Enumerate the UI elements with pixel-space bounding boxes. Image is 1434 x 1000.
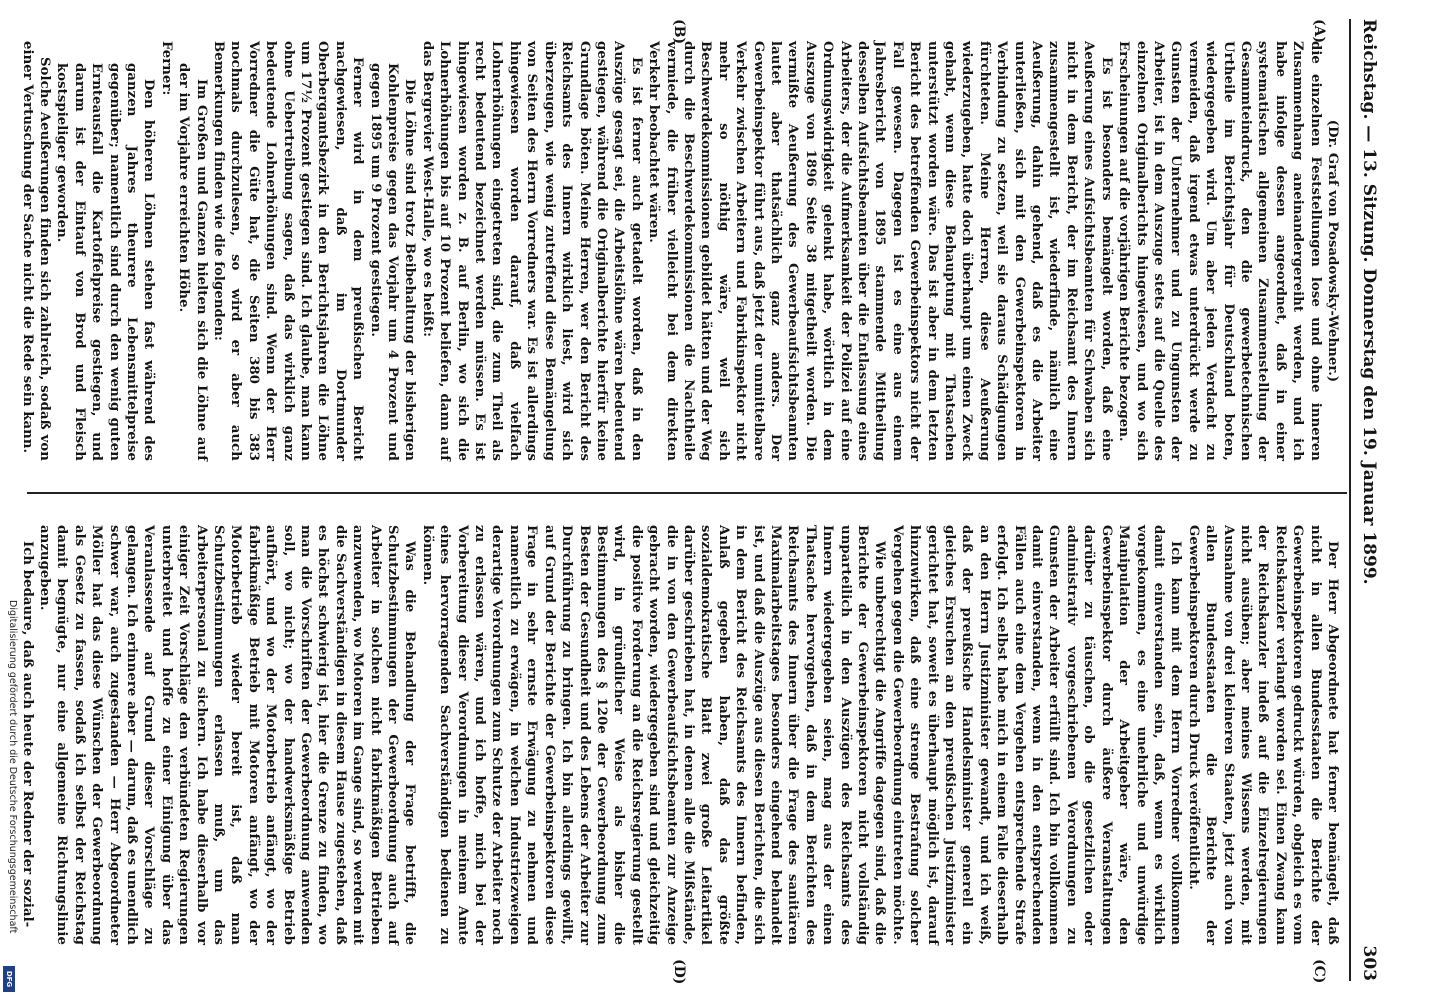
margin-marker-c: (C) [1311, 959, 1327, 984]
page-number: 303 [1359, 945, 1379, 981]
margin-marker-b: (B) [671, 19, 687, 45]
paragraph: Solche Aeußerungen finden sich zahlreich, sodaß von einer Vertuschung der Sache nicht die Rede sein kann. [19, 41, 52, 461]
paragraph: Wie unberechtigt die Angriffe dagegen sind, daß die Berichte der Gewerbeinspektoren nicht vollständig unparteilich in den Auszügen des Reichsamts des Innern wiedergegeben seien, mag aus der einen Thatsache hervorgehen, daß in dem Berichten des Reichsamts des Innern über die Frage des sanitären Maximalarbeitstages besonders eingehend behandelt ist, und daß die Auszüge aus diesen Berichten, die sich in dem Bericht des Reichsamts des Innern befinden, Anlaß gegeben haben, daß das größte sozialdemokratische Blatt zwei große Leitartikel darüber geschrieben hat, in denen alle die Mißstände, die in von den Gewerbeaufsichtsbeamten zur Anzeige gebracht worden, wiedergegeben sind und gleichzeitig die positive Forderung an die Reichsregierung gestellt wird, in gründlicher Weise als bisher die Bestimmungen des § 120e der Gewerbeordnung zum Besten der Gesundheit und des Lebens der Arbeiter zur Durchführung zu bringen. Ich bin allerdings gewillt, auf Grund der Berichte der Gewerbeinspektoren diese Frage in sehr ernste Erwägung zu nehmen und namentlich zu erwägen, in welchen Industriezweigen derartige Verordnungen zum Schutze der Arbeiter noch zu erlassen wären, und ich hoffe, mich bei der Vorbereitung dieser Verordnungen in meinem Amte eines hervorragenden Sachverständigen bedienen zu können. [419, 525, 888, 945]
paragraph: (Dr. Graf von Posadowsky-Wehner.) [1325, 119, 1340, 383]
header-rule [1349, 19, 1351, 981]
right-text-column [19, 525, 1341, 945]
paragraph: Die Löhne sind trotz Beibehaltung der bisherigen Kohlenpreise gegen das Vorjahr um 4 Prozent und gegen 1895 um 9 Prozent gestiegen. [367, 63, 418, 461]
paragraph: Ferner wird in dem preußischen Bericht nachgewiesen, daß im Dortmunder Oberbergamtsbezirk in den Berichtsjahren die Löhne um 17½ Prozent gestiegen sind. Ich glaube, man kann ohne Uebertreibung sagen, daß das wirklich ganz bedeutende Lohnerhöhungen sind. Wenn der Herr Vorredner die Güte hat, die Seiten 380 bis 383 nochmals durchzulesen, so wird er aber auch Bemerkungen finden wie die folgenden: [211, 41, 366, 461]
document-page [7, 5, 1387, 995]
paragraph: Den höheren Löhnen stehen fast während des ganzen Jahres theurere Lebensmittelpreise gegenüber; namentlich sind durch den wenig guten Ernteausfall die Kartoffelpreise gestiegen, und darum ist der Eintauf von Brod und Fleisch kostspieliger geworden. [54, 63, 157, 461]
paragraph: Ich kann mit dem Herrn Vorredner vollkommen damit einverstanden sein, daß, wenn es wirklich vorgekommen, es eine unehrliche und unwürdige Manipulation der Arbeitgeber wäre, den Gewerbeinspektor durch äußere Veranstaltungen darüber zu täuschen, ob die gesetzlichen oder administrativ vorgeschriebenen Verordnungen zu Gunsten der Arbeiter erfüllt sind. Ich bin vollkommen damit einverstanden, wenn in den entsprechenden Fällen auch eine dem Vergehen entsprechende Strafe erfolgt. Ich selbst habe mich in einem Falle dieserhalb an den Herrn Justizminister gewandt, und ich weiß, daß der preußische Handelsminister generell ein gleiches Ersuchen an den preußischen Justizminister gerichtet hat, soweit es überhaupt möglich ist, darauf hinzuwirken, daß eine strenge Bestrafung solcher Vergehen gegen die Gewerbeordnung eintreten möchte. [889, 525, 1184, 945]
paragraph: Der Herr Abgeordnete hat ferner bemängelt, daß nicht in allen Bundesstaaten die Berichte der Gewerbeinspektoren gedruckt würden, obgleich es vom Reichskanzler verlangt worden sei. Einen Zwang kann der Reichskanzler indeß auf die Einzelregierungen nicht ausüben; aber meines Wissens werden, mit Ausnahme von drei kleineren Staaten, jetzt auch von allen Bundesstaaten die Berichte der Gewerbeinspektoren durch Druck veröffentlicht. [1185, 525, 1340, 945]
page-title: Reichstag. — 13. Sitzung. Donnerstag den 19. Januar 1899. [1359, 19, 1379, 585]
column-divider [27, 492, 1347, 494]
paragraph: die einzelnen Feststellungen lose und ohne inneren Zusammenhang aneinandergereiht werden, und ich habe infolge dessen angeordnet, daß in einer systematischen allgemeinen Zusammenstellung der Gesammteindruck, den die gewerbetechnischen Urtheile im Berichtsjahr für Deutschland boten, wiedergegeben wird. Um aber jeden Verdacht zu vermeiden, daß irgend etwas unterdrückt werde zu Gunsten der Unternehmer und zu Ungunsten der Arbeiter, ist in dem Auszuge stets auf die Quelle des einzelnen Originalberichts hingewiesen, und wo sich Erscheinungen auf die vorjährigen Berichte bezogen. [1116, 41, 1323, 461]
paragraph: Was die Behandlung der Frage betrifft, die Schutzbestimmungen der Gewerbeordnung auch auf Arbeiter in solchen nicht fabrikmäßigen Betrieben anzuwenden, wo Motoren im Gange sind, so werden mit die Sachverständigen in diesem Hause zugestehen, daß es höchst schwierig ist, hier die Grenze zu finden, wo man die Vorschriften der Gewerbeordnung anwenden soll, wo nicht; wo der handwerksmäßige Betrieb aufhört, und wo der Motorbetrieb anfängt, wo der fabrikmäßige Betrieb mit Motoren anfängt, wo der Motorbetrieb wieder bereit ist, daß man Schutzbestimmungen erlassen muß, um das Arbeiterpersonal zu sichern. Ich habe dieserhalb vor einiger Zeit Vorschläge den verbündeten Regierungen unterbreitet und hoffe zu einer Einigung über das Veranlassende auf Grund dieser Vorschläge zu gelangen. Ich erinnere aber — darum, daß es unendlich schwer war, auch zugestanden — Herr Abgeordneter Möller hat das diese Wünschen der Gewerbeordnung als Gesetz zu fassen, sodaß ich selbst der Reichstag damit begnügte, nur eine allgemeine Richtungslinie anzugeben. [36, 525, 418, 945]
funding-credit: Digitalisierung gefördert durch die Deutsche Forschungsgemeinschaft [7, 600, 18, 934]
page-header [1353, 19, 1381, 981]
dfg-logo [3, 966, 15, 992]
paragraph: Ferner: [158, 41, 174, 96]
margin-marker-a: (A) [1311, 19, 1327, 44]
paragraph: Ich bedaure, daß auch heute der Redner der sozial- [19, 541, 35, 928]
paragraph: Es ist besonders bemängelt worden, daß eine Aeußerung eines Aufsichtsbeamten für Schwaben sich nicht in dem Bericht, der im Reichsamt des Innern zusammengestellt ist, wiederfinde, nämlich eine Aeußerung, dahin gehend, daß es die Arbeiter unterließen, sich mit den Gewerbeinspektoren in Verbindung zu setzen, weil sie daraus Schädigungen fürchteten. Meine Herren, diese Aeußerung wiederzugeben, hatte doch überhaupt um einen Zweck gehabt, wenn diese Behauptung mit Thatsachen unterstützt worden wäre. Das ist aber in dem letzten Bericht des betreffenden Gewerbeinspektors nicht der Fall gewesen. Dagegen ist es eine aus einem Jahresbericht von 1895 stammende Mittheilung desselben Aufsichtsbeamten über die Entlassung eines Arbeiters, der die Aufmerksamkeit der Polizei auf eine Ordnungswidrigkeit gelenkt habe, wörtlich in dem Auszuge von 1896 Seite 38 mitgetheilt worden. Die vermißte Aeußerung des Gewerbeaufsichtsbeamten lautet aber thatsächlich ganz anders. Der Gewerbeinspektor führt aus, daß jetzt der unmittelbare Verkehr zwischen Arbeitern und Fabrikinspektor nicht mehr so nöthig wäre, weil sich Beschwerdekommissionen gebildet hätten und der Weg durch die Beschwerdekommissionen die Nachtheile vermiede, die früher vielleicht bei dem direkten Verkehr beobachtet wären. [646, 41, 1114, 461]
margin-marker-d: (D) [671, 959, 687, 985]
paragraph: Es ist ferner auch getadelt worden, daß in den Auszüge gesagt sei, die Arbeitslöhne wären bedeutend gestiegen, während die Originalberichte hierfür keine Grundlage böten. Meine Herren, wer den Bericht des Reichsamts des Innern wirklich liest, wird sich überzeugen, wie wenig zutreffend diese Bemängelung von Seiten des Herrn Vorredners war. Es ist allerdings hingewiesen worden darauf, daß vielfach Lohnerhöhungen eingetreten sind, die zum Theil als recht bedeutend bezeichnet werden müssen. Es ist hingewiesen worden z. B. auf Berlin, wo sich die Lohnerhöhungen bis auf 10 Prozent beliefen, dann auf das Bergrevier West-Halle, wo es heißt: [419, 41, 644, 461]
left-text-column [19, 41, 1341, 461]
dfg-logo-text: DFG [5, 970, 13, 988]
digitization-sidebar [0, 0, 18, 1000]
paragraph: Im Großen und Ganzen hielten sich die Löhne auf der im Vorjahre erreichten Höhe. [176, 63, 209, 461]
